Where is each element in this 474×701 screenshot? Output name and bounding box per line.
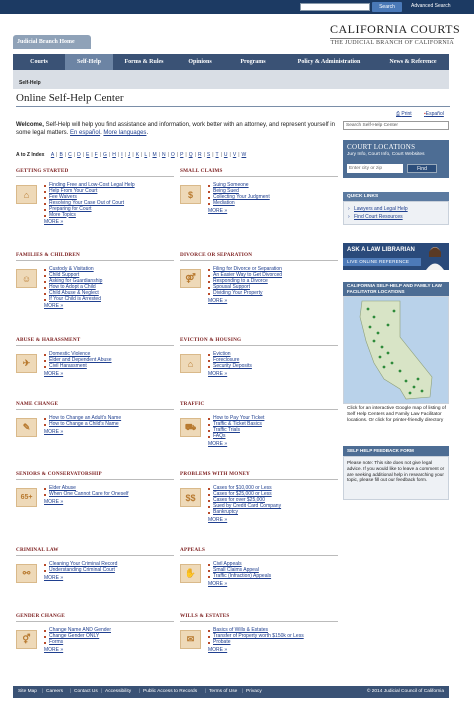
topic-link[interactable]: Probate [208,640,338,646]
topic-link[interactable]: Custody & Visitation [44,267,174,273]
page-title: Online Self-Help Center [16,92,124,104]
topic-link[interactable]: Elder and Dependent Abuse [44,358,174,364]
letter-v[interactable]: V [232,152,237,158]
footer-link-careers[interactable]: Careers [46,689,64,694]
topic-link[interactable]: FAQs [208,434,338,440]
topic-link[interactable]: Transfer of Property worth $150k or Less [208,634,338,640]
section-getting-started [16,168,174,226]
more-link[interactable]: MORE » [44,370,64,377]
section-small-claims [180,168,338,214]
advanced-search-link[interactable]: Advanced Search [411,3,451,9]
letter-c[interactable]: C [68,152,72,158]
ask-law-librarian-banner[interactable] [343,243,449,270]
map-header: CALIFORNIA SELF-HELP AND FAMILY LAW FACILITATOR LOCATIONS [343,282,449,296]
section-abuse-and-harassment [16,337,174,377]
section-title[interactable]: EVICTION & HOUSING [180,337,338,346]
en-espanol-link[interactable]: En español [70,130,101,136]
letter-p[interactable]: P [180,152,184,158]
section-title[interactable]: ABUSE & HARASSMENT [16,337,174,346]
more-link[interactable]: MORE » [208,440,228,447]
more-link[interactable]: MORE » [208,516,228,523]
topic-link[interactable]: Being Sued [208,189,338,195]
nav-policy-administration[interactable]: Policy & Administration [297,59,361,65]
more-link[interactable]: MORE » [208,207,228,214]
self-help-search-input[interactable]: Search Self-Help Center [343,121,449,130]
topic-link[interactable]: Security Deposits [208,364,338,370]
letter-t[interactable]: T [215,152,219,158]
gender-icon: ⚥ [16,630,37,649]
topic-link[interactable]: How to Pay Your Ticket [208,416,338,422]
topic-link[interactable]: Cleaning Your Criminal Record [44,562,174,568]
court-locations-subtitle: Jury Info, Court Info, Court Websites [347,152,425,157]
topic-link[interactable]: Domestic Violence [44,352,174,358]
couple-icon: ⚤ [180,269,201,288]
letter-g[interactable]: G [103,152,107,158]
more-link[interactable]: MORE » [208,580,228,587]
letter-r[interactable]: R [197,152,202,158]
topic-link[interactable]: Basics of Wills & Estates [208,628,338,634]
letter-n[interactable]: N [161,152,166,158]
topic-link[interactable]: Cases for $25,000 or Less [208,492,338,498]
welcome-text: Welcome, Self-Help will help you find assistance and information, work better with an attorney, and represent yourself in some legal matters. En español. More languages. [16,122,335,136]
section-gender-change [16,613,174,653]
topic-link[interactable]: Responding to a Divorce [208,279,338,285]
letter-l[interactable]: L [144,152,148,158]
letter-s[interactable]: S [206,152,211,158]
topic-link[interactable]: An Easier Way to Get Divorced [208,273,338,279]
section-title[interactable]: SMALL CLAIMS [180,168,338,177]
topic-link[interactable]: Eviction [208,352,338,358]
footer-link-contact-us[interactable]: Contact Us [74,689,98,694]
letter-j[interactable]: J [127,152,131,158]
topic-link[interactable]: How to Change an Adult's Name [44,416,174,422]
topic-link[interactable]: Change Name AND Gender [44,628,174,634]
footer-link-terms-of-use[interactable]: Terms of Use [209,689,238,694]
footer-link-privacy[interactable]: Privacy [246,689,262,694]
topic-link[interactable]: Spousal Support [208,285,338,291]
print-link[interactable]: ⎙ Print [396,111,412,117]
map-icon [344,297,448,403]
court-locations-box [343,140,449,178]
dove-icon: ✈ [16,354,37,373]
topic-link[interactable]: Cases for over $25,000 [208,498,338,504]
city-zip-input[interactable]: Enter city or zip [347,164,403,173]
letter-w[interactable]: W [241,152,247,158]
judicial-branch-home-tab[interactable]: Judicial Branch Home [13,35,91,49]
section-title[interactable]: CRIMINAL LAW [16,547,174,556]
topic-link[interactable]: Traffic & Ticket Basics [208,422,338,428]
footer: © 2014 Judicial Council of California Site Map | Careers | Contact Us | Accessibility | Public Access to Records | Terms of Use | Privacy [13,686,449,698]
house-people-icon: ⌂ [16,185,37,204]
copyright: © 2014 Judicial Council of California [366,689,444,694]
letter-e[interactable]: E [86,152,90,158]
section-name-change [16,401,174,435]
section-eviction-and-housing [180,337,338,377]
more-link[interactable]: MORE » [44,498,64,505]
topic-link[interactable]: Cases for $10,000 or Less [208,486,338,492]
nav-forms-rules[interactable]: Forms & Rules [124,59,164,65]
topic-link[interactable]: When One Cannot Care for Oneself [44,492,174,498]
brand-title: CALIFORNIA COURTS [330,22,461,36]
map-caption: Click for an interactive Google map of listing of Self Help Centers and Family Law Facilitator locations. Or click for printer-friendly directory [347,406,446,423]
more-link[interactable]: MORE » [208,646,228,653]
topic-link[interactable]: How to Adopt a Child [44,285,174,291]
topic-link[interactable]: Foreclosure [208,358,338,364]
more-link[interactable]: MORE » [44,428,64,435]
topic-link[interactable]: Resolving Your Case Out of Court [44,201,174,207]
quick-links-header: QUICK LINKS [343,192,449,201]
topic-link[interactable]: Help From Your Court [44,189,174,195]
hand-icon: ✋ [180,564,201,583]
senior-65-icon: 65+ [16,488,37,507]
title-divider [16,106,450,107]
family-icon: ☺ [16,269,37,288]
espanol-link[interactable]: ▪Español [424,111,444,117]
topic-link[interactable]: Asking for Guardianship [44,279,174,285]
find-button[interactable]: Find [407,164,437,173]
topic-link[interactable]: Child Support [44,273,174,279]
letter-i[interactable]: I [121,152,123,158]
ask-title: ASK A LAW LIBRARIAN [347,247,415,253]
topic-link[interactable]: Civil Harassment [44,364,174,370]
nav-news-reference[interactable]: News & Reference [389,59,437,65]
car-icon: ⛟ [180,418,201,437]
feedback-header: SELF HELP FEEDBACK FORM [343,446,449,456]
more-link[interactable]: MORE » [44,574,64,581]
topic-link[interactable]: How to Change a Child's Name [44,422,174,428]
topic-link[interactable]: Finding Free and Low-Cost Legal Help [44,183,174,189]
california-map[interactable] [343,296,449,404]
section-seniors-and-conservatorship [16,471,174,505]
topic-link[interactable]: Filing for Divorce or Separation [208,267,338,273]
topic-link[interactable]: Dividing Your Property [208,291,338,297]
more-link[interactable]: MORE » [208,297,228,304]
quick-link-lawyers[interactable]: › Lawyers and Legal Help [344,205,448,213]
quick-link-court-resources[interactable]: › Find Court Resources [344,213,448,221]
subnav-bar [13,70,449,89]
main-nav [13,54,449,70]
topic-link[interactable]: Bankruptcy [208,510,338,516]
nav-programs[interactable]: Programs [240,59,266,65]
money-icon: $ [180,185,201,204]
section-title[interactable]: GETTING STARTED [16,168,174,177]
breadcrumb: Self-Help [19,80,41,86]
more-link[interactable]: MORE » [44,303,64,310]
letter-d[interactable]: D [77,152,81,158]
topic-link[interactable]: Change Gender ONLY [44,634,174,640]
topic-link[interactable]: Mediation [208,201,338,207]
house-icon: ⌂ [180,354,201,373]
footer-link-site-map[interactable]: Site Map [18,689,37,694]
topic-link[interactable]: Understanding Criminal Court [44,568,174,574]
footer-link-accessibility[interactable]: Accessibility [105,689,132,694]
topic-link[interactable]: Traffic (Infraction) Appeals [208,574,338,580]
librarian-photo-icon [425,245,445,270]
brand-subtitle: THE JUDICIAL BRANCH OF CALIFORNIA [330,40,454,46]
section-problems-with-money [180,471,338,523]
ask-subtitle: LIVE ONLINE REFERENCE [343,258,421,266]
footer-link-public-access-to-records[interactable]: Public Access to Records [143,689,198,694]
section-families-and-children [16,252,174,310]
printer-icon: ⎙ [396,111,402,117]
section-title[interactable]: APPEALS [180,547,338,556]
letter-o[interactable]: O [170,152,175,158]
quick-links-panel [343,201,449,225]
letter-q[interactable]: Q [188,152,193,158]
brand-logo[interactable] [330,22,461,46]
flag-icon: ▪ [424,111,426,117]
topic-link[interactable]: Traffic Trials [208,428,338,434]
a-to-z-index: A to Z Index A | B | C | D | E | F | G | H | I | J | K | L | M | N | O | P | Q | R | S | T | U | V | W [16,152,247,158]
letter-h[interactable]: H [112,152,116,158]
section-traffic [180,401,338,447]
topic-link[interactable]: Sued by Credit Card Company [208,504,338,510]
section-title[interactable]: FAMILIES & CHILDREN [16,252,174,261]
search-button[interactable]: Search [372,2,402,12]
topic-link[interactable]: More Topics [44,213,174,219]
topic-link[interactable]: If Your Child is Arrested [44,297,174,303]
feedback-text: Please note: This site does not give legal advice. If you would like to leave a comment or are seeking additional help in researching your topic, please fill out our feedback form. [343,456,449,500]
scroll-icon: ✉ [180,630,201,649]
document-icon: ✎ [16,418,37,437]
letter-m[interactable]: M [152,152,157,158]
court-locations-title: COURT LOCATIONS [347,143,416,151]
section-wills-and-estates [180,613,338,653]
letter-a[interactable]: A [50,152,55,158]
section-title[interactable]: PROBLEMS WITH MONEY [180,471,338,480]
site-search-input[interactable] [300,3,370,11]
section-title[interactable]: WILLS & ESTATES [180,613,338,622]
top-bar [0,0,474,14]
topic-link[interactable]: Forms [44,640,174,646]
nav-self-help[interactable]: Self-Help [65,54,113,70]
section-title[interactable]: TRAFFIC [180,401,338,410]
more-link[interactable]: MORE » [208,370,228,377]
more-link[interactable]: MORE » [44,646,64,653]
section-criminal-law [16,547,174,581]
topic-link[interactable]: Preparing for Court [44,207,174,213]
section-title[interactable]: NAME CHANGE [16,401,174,410]
section-title[interactable]: DIVORCE OR SEPARATION [180,252,338,261]
section-divorce-or-separation [180,252,338,304]
letter-k[interactable]: K [135,152,140,158]
letter-u[interactable]: U [223,152,228,158]
letter-b[interactable]: B [59,152,63,158]
nav-opinions[interactable]: Opinions [188,59,212,65]
handcuffs-icon: ⚯ [16,564,37,583]
section-appeals [180,547,338,587]
nav-courts[interactable]: Courts [30,59,48,65]
topic-link[interactable]: Civil Appeals [208,562,338,568]
topic-link[interactable]: Suing Someone [208,183,338,189]
topic-link[interactable]: Small Claims Appeal [208,568,338,574]
topic-link[interactable]: Elder Abuse [44,486,174,492]
dollar-icon: $$ [180,488,201,507]
topic-link[interactable]: Collecting Your Judgment [208,195,338,201]
more-languages-link[interactable]: More languages [103,130,147,136]
section-title[interactable]: GENDER CHANGE [16,613,174,622]
more-link[interactable]: MORE » [44,219,64,226]
letter-f[interactable]: F [94,152,98,158]
topic-link[interactable]: Fee Waivers [44,195,174,201]
topic-link[interactable]: Child Abuse & Neglect [44,291,174,297]
a-to-z-label: A to Z Index [16,152,45,158]
section-title[interactable]: SENIORS & CONSERVATORSHIP [16,471,174,480]
